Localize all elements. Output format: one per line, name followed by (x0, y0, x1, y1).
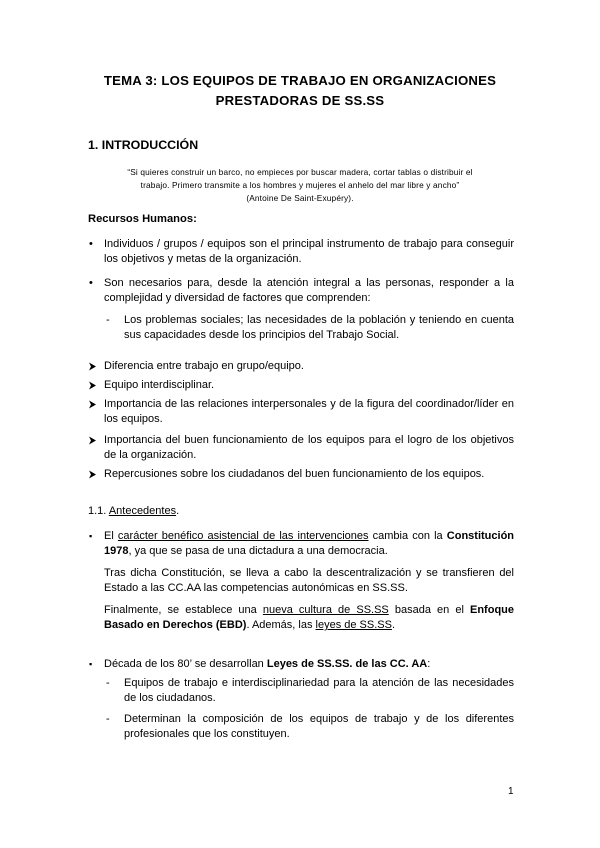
paragraph-constitucion: El carácter benéfico asistencial de las intervenciones cambia con la Constitución 1978, ya que se pasa de una dictadura a una democracia. (104, 530, 515, 558)
arrow-bullet-icon (88, 433, 97, 448)
quote-line-2: trabajo. Primero transmite a los hombres y mujeres el anhelo del mar libre y ancho” (140, 180, 460, 190)
subsection-title: Antecedentes (108, 505, 177, 517)
subsection-heading-antecedentes (88, 504, 179, 519)
square-bullet-icon: ▪ (89, 659, 93, 669)
arrow-bullet-icon (88, 378, 97, 393)
list-item: Son necesarios para, desde la atención integral a las personas, responder a la complejidad y diversidad de factores que comprenden: (104, 277, 514, 305)
dash-icon: - (106, 314, 110, 326)
page-number: 1 (508, 786, 514, 797)
dash-icon: - (106, 713, 110, 725)
sub-list-item: Equipos de trabajo e interdisciplinariedad para la atención de las necesidades de los ciudadanos. (124, 677, 514, 705)
paragraph-leyes-80: Década de los 80’ se desarrollan Leyes de SS.SS. de las CC. AA: (104, 658, 431, 670)
list-item: Repercusiones sobre los ciudadanos del buen funcionamiento de los equipos. (104, 468, 485, 480)
dash-icon: - (106, 677, 110, 689)
recursos-humanos-heading: Recursos Humanos: (88, 213, 197, 225)
arrow-bullet-icon (88, 359, 97, 374)
document-title (60, 71, 540, 111)
subsection-period: . (176, 505, 180, 517)
list-item: Diferencia entre trabajo en grupo/equipo. (104, 360, 304, 372)
bullet-icon: • (89, 238, 93, 250)
subsection-number: 1.1. (88, 505, 107, 517)
quote-line-1: “Si quieres construir un barco, no empieces por buscar madera, cortar tablas o distribuir el (127, 167, 473, 177)
section-heading-introduccion: 1. INTRODUCCIÓN (88, 138, 199, 152)
quote-author: (Antoine De Saint-Exupéry). (246, 193, 354, 203)
list-item: Importancia de las relaciones interpersonales y de la figura del coordinador/líder en los equipos. (104, 398, 514, 426)
paragraph-descentralizacion: Tras dicha Constitución, se lleva a cabo la descentralización y se transfieren del Estado a las CC.AA las competencias autonómicas en SS.SS. (104, 567, 514, 595)
title-line-1: TEMA 3: LOS EQUIPOS DE TRABAJO EN ORGANIZACIONES (103, 73, 497, 88)
paragraph-nueva-cultura: Finalmente, se establece una nueva cultura de SS.SS basada en el Enfoque Basado en Derechos (EBD). Además, las leyes de SS.SS. (104, 604, 514, 632)
arrow-bullet-icon (88, 467, 97, 482)
bullet-icon: • (89, 277, 93, 289)
list-item: Individuos / grupos / equipos son el principal instrumento de trabajo para conseguir los objetivos y metas de la organización. (104, 238, 514, 266)
square-bullet-icon: ▪ (89, 531, 93, 541)
title-line-2: PRESTADORAS DE SS.SS (215, 93, 385, 108)
epigraph-quote (86, 166, 514, 205)
arrow-bullet-icon (88, 397, 97, 412)
list-item: Importancia del buen funcionamiento de los equipos para el logro de los objetivos de la organización. (104, 434, 514, 462)
list-item: Equipo interdisciplinar. (104, 379, 215, 391)
sub-list-item: Los problemas sociales; las necesidades de la población y teniendo en cuenta sus capacidades desde los principios del Trabajo Social. (124, 314, 514, 342)
sub-list-item: Determinan la composición de los equipos de trabajo y de los diferentes profesionales que los constituyen. (124, 713, 514, 741)
